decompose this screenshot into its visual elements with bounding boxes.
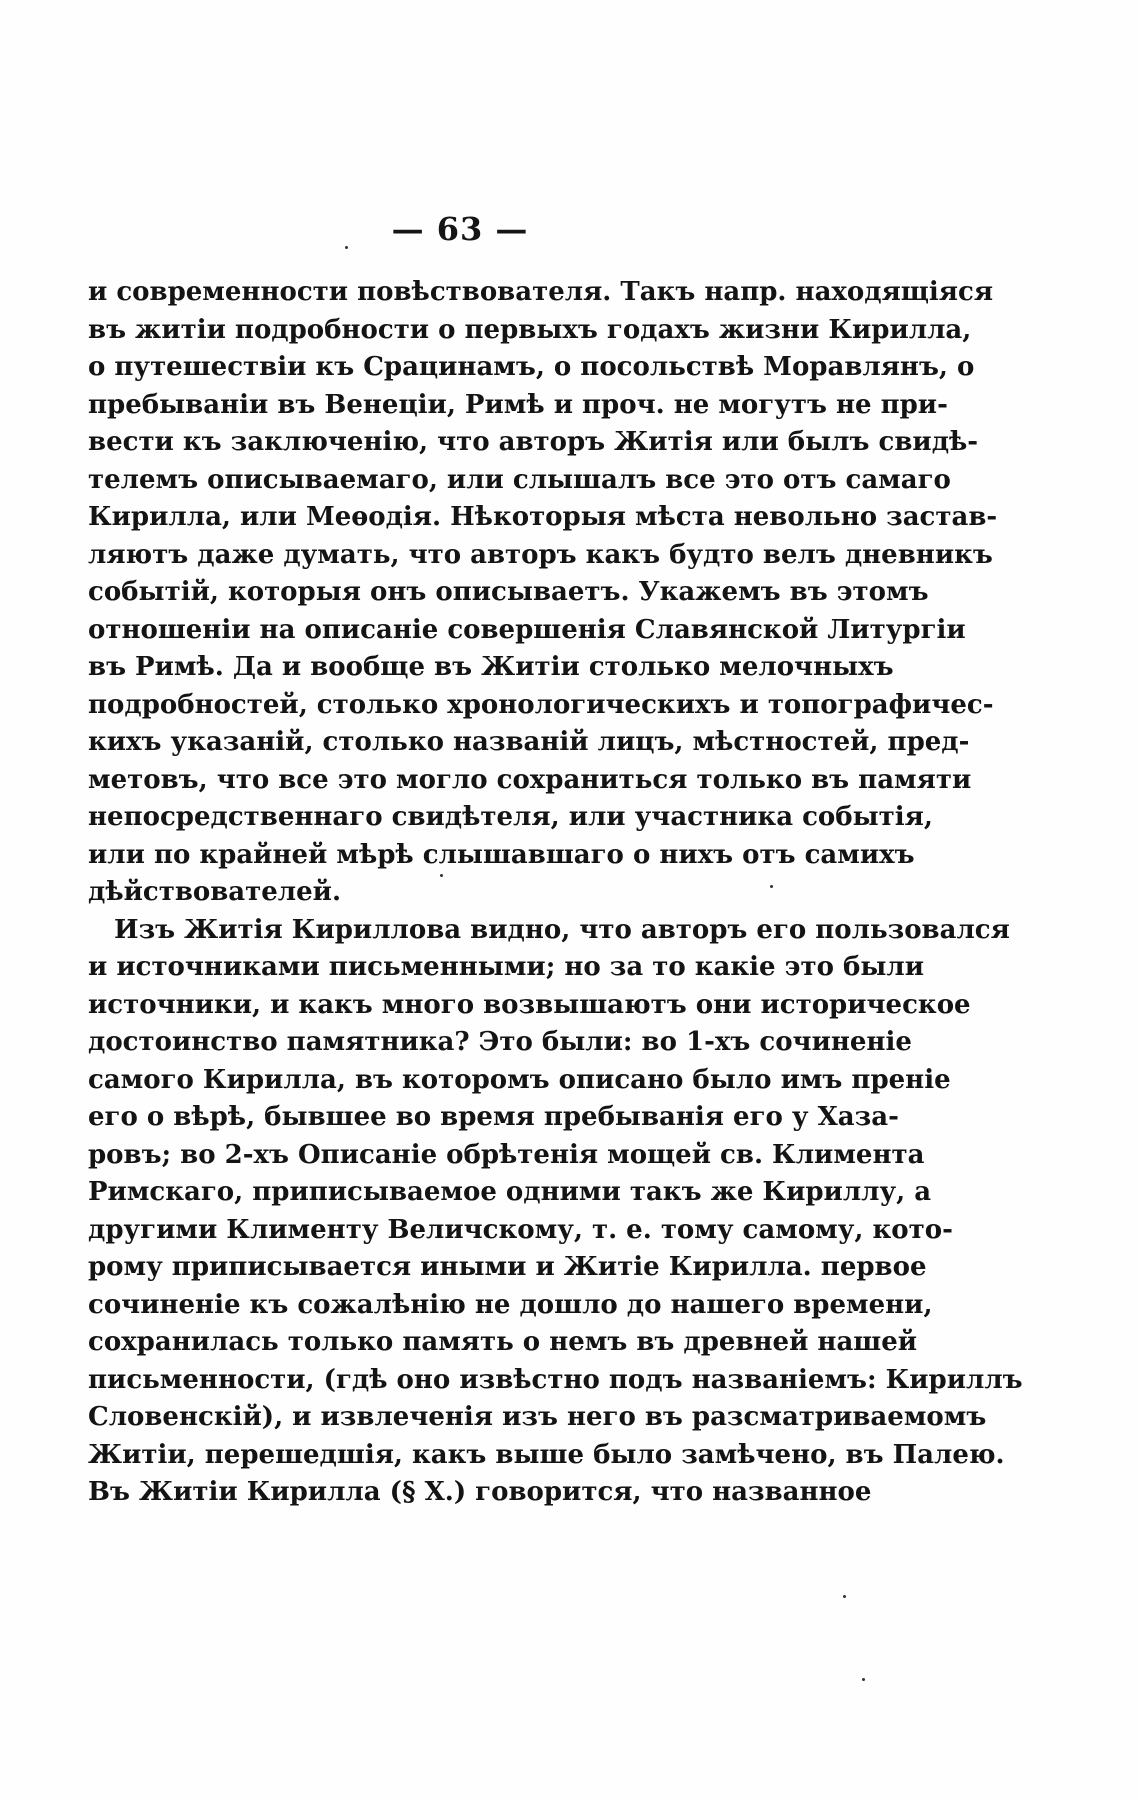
- scan-speck: [345, 246, 348, 249]
- text-line: въ Римѣ. Да и вообще въ Житіи столько мелочныхъ: [88, 652, 894, 682]
- text-line: метовъ, что все это могло сохраниться только въ памяти: [88, 764, 972, 795]
- text-line: Словенскій), и извлеченія изъ него въ разсматриваемомъ: [88, 1402, 987, 1432]
- text-line: сочиненіе къ сожалѣнію не дошло до нашего времени,: [88, 1289, 933, 1320]
- text-line: дѣйствователей.: [88, 877, 342, 907]
- text-line: телемъ описываемаго, или слышалъ все это отъ самаго: [88, 464, 951, 495]
- text-line: достоинство памятника? Это были: во 1-хъ сочиненіе: [88, 1027, 912, 1057]
- text-line: Римскаго, приписываемое одними такъ же Кириллу, а: [88, 1177, 932, 1207]
- scan-speck: [440, 874, 443, 877]
- text-line: вести къ заключенію, что авторъ Житія или былъ свидѣ-: [88, 427, 979, 457]
- text-line: и источниками письменными; но за то какіе это были: [88, 952, 924, 982]
- text-line: или по крайней мѣрѣ слышавшаго о нихъ отъ самихъ: [88, 839, 915, 870]
- text-line: пребываніи въ Венеціи, Римѣ и проч. не могутъ не при-: [88, 389, 948, 420]
- text-line: другими Клименту Величскому, т. е. тому самому, кото-: [88, 1214, 953, 1245]
- text-line: Кирилла, или Меѳодія. Нѣкоторыя мѣста невольно застав-: [88, 502, 998, 532]
- text-line: рому приписывается иными и Житіе Кирилла. первое: [88, 1252, 927, 1282]
- paragraph: [88, 274, 998, 912]
- text-line: письменности, (гдѣ оно извѣстно подъ названіемъ: Кириллъ: [88, 1364, 1023, 1395]
- scan-speck: [862, 1678, 865, 1681]
- text-line: Въ Житіи Кирилла (§ Х.) говорится, что названное: [88, 1477, 872, 1507]
- text-line: въ житіи подробности о первыхъ годахъ жизни Кирилла,: [88, 314, 972, 345]
- text-line: непосредственнаго свидѣтеля, или участника событія,: [88, 802, 933, 832]
- text-line: ляютъ даже думать, что авторъ какъ будто велъ дневникъ: [88, 539, 993, 570]
- text-line: ровъ; во 2-хъ Описаніе обрѣтенія мощей св. Климента: [88, 1139, 925, 1170]
- text-line: кихъ указаній, столько названій лицъ, мѣстностей, пред-: [88, 727, 970, 757]
- text-line: Изъ Житія Кириллова видно, что авторъ его пользовался: [114, 914, 1010, 945]
- body-text: [88, 274, 1023, 1512]
- text-line: источники, и какъ много возвышаютъ они историческое: [88, 989, 971, 1020]
- text-line: подробностей, столько хронологическихъ и топографичес-: [88, 689, 994, 720]
- text-line: событій, которыя онъ описываетъ. Укажемъ въ этомъ: [88, 577, 929, 607]
- text-line: Житіи, перешедшія, какъ выше было замѣчено, въ Палею.: [88, 1439, 1005, 1470]
- text-line: его о вѣрѣ, бывшее во время пребыванія его у Хаза-: [88, 1102, 899, 1132]
- text-line: отношеніи на описаніе совершенія Славянской Литургіи: [88, 614, 966, 645]
- scan-speck: [843, 1595, 846, 1598]
- text-line: самого Кирилла, въ которомъ описано было имъ преніе: [88, 1064, 951, 1095]
- text-line: о путешествіи къ Срацинамъ, о посольствѣ Моравлянъ, о: [88, 352, 975, 382]
- text-line: и современности повѣствователя. Такъ напр. находящіяся: [88, 277, 994, 307]
- page-number: — 63 —: [391, 210, 529, 248]
- text-line: сохранилась только память о немъ въ древней нашей: [88, 1327, 918, 1357]
- scan-speck: [770, 885, 773, 888]
- paragraph: [88, 912, 1023, 1512]
